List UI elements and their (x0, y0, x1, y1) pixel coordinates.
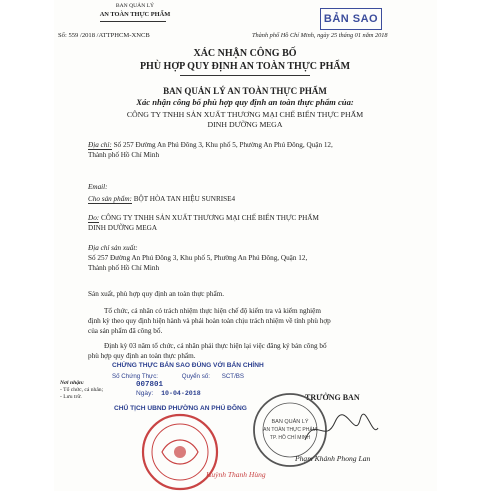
certification-book-label: Quyển số: (181, 373, 210, 380)
company-line2: DINH DƯỠNG MEGA (207, 120, 283, 129)
product-label: Cho sản phẩm: (88, 195, 132, 203)
product-block (88, 195, 235, 204)
recipient-2: - Lưu trữ. (60, 394, 82, 400)
signature-scribble (300, 410, 380, 450)
committee-title: CHỦ TỊCH UBND PHƯỜNG AN PHÚ ĐÔNG (114, 405, 247, 412)
certification-heading: CHỨNG THỰC BẢN SAO ĐÚNG VỚI BẢN CHÍNH (112, 362, 264, 369)
compliance-text: Sản xuất, phù hợp quy định an toàn thực phẩm. (88, 290, 225, 298)
company-line1: CÔNG TY TNHH SẢN XUẤT THƯƠNG MẠI CHẾ BIẾN THỰC PHẨM (126, 110, 364, 119)
certification-date-row (136, 390, 201, 397)
seal-line3: TP. HỒ CHÍ MINH (269, 435, 311, 441)
address-line2: Thành phố Hồ Chí Minh (88, 151, 160, 159)
para1-line1: Tổ chức, cá nhân có trách nhiệm thực hiện chế độ kiểm tra và kiểm nghiệm (104, 307, 321, 315)
agency-header (80, 3, 190, 19)
producer-line2: DINH DƯỠNG MEGA (88, 224, 158, 232)
copy-stamp: BẢN SAO (320, 8, 382, 30)
certification-number: 007801 (136, 381, 164, 389)
certification-book-value: SCT/BS (221, 373, 245, 380)
confirm-text: Xác nhận công bố phù hợp quy định an toàn thực phẩm của: (136, 97, 354, 107)
product-name: BỘT HÒA TAN HIỆU SUNRISE4 (133, 195, 236, 203)
ward-seal (140, 412, 220, 492)
certification-date-label: Ngày: (136, 390, 154, 397)
factory-line2: Thành phố Hồ Chí Minh (88, 264, 160, 272)
para2-line2: phù hợp quy định an toàn thực phẩm. (88, 352, 196, 360)
factory-label: Địa chỉ sản xuất: (88, 244, 138, 252)
certification-number-label: Số Chứng Thực: (112, 373, 159, 380)
certification-date: 10-04-2018 (161, 390, 201, 397)
seal-line1: BAN QUẢN LÝ (271, 419, 309, 425)
producer-block (88, 214, 319, 223)
seal-line2: AN TOÀN THỰC PHẨM (263, 427, 317, 433)
title-line1: XÁC NHẬN CÔNG BỐ (193, 48, 297, 59)
signer-name: Phạm Khánh Phong Lan (295, 454, 371, 463)
certification-number-row (112, 373, 244, 380)
title-line2: PHÙ HỢP QUY ĐỊNH AN TOÀN THỰC PHẨM (139, 61, 351, 72)
recipients (60, 380, 103, 401)
recipient-1: - Tổ chức, cá nhân; (60, 387, 104, 393)
signature-title: TRƯỞNG BAN (305, 393, 360, 402)
para1-line3: của sản phẩm đã công bố. (88, 327, 163, 335)
agency-line1: BAN QUẢN LÝ (115, 3, 155, 9)
para1-line2: định kỳ theo quy định hiện hành và phải hoàn toàn chịu trách nhiệm về tính phù hợp (88, 317, 331, 325)
address-block (88, 141, 333, 150)
agency-line2: AN TOÀN THỰC PHẨM (99, 11, 171, 18)
document-number: Số: 559 /2018 /ATTPHCM-XNCB (58, 32, 150, 39)
producer-label: Do: (88, 214, 100, 222)
address-line1: Số 257 Đường An Phú Đông 3, Khu phố 5, Phường An Phú Đông, Quận 12, (113, 141, 333, 149)
left-signer-name: Huỳnh Thanh Hùng (206, 470, 266, 479)
para2-line1: Định kỳ 03 năm tổ chức, cá nhân phải thực hiện lại việc đăng ký bản công bố (104, 342, 327, 350)
email-label: Email: (88, 183, 108, 191)
place-date: Thành phố Hồ Chí Minh, ngày 25 tháng 01 năm 2018 (252, 32, 388, 39)
recipients-heading: Nơi nhận: (60, 380, 84, 386)
header-rule (100, 21, 166, 22)
factory-line1: Số 257 Đường An Phú Đông 3, Khu phố 5, Phường An Phú Đông, Quận 12, (88, 254, 308, 262)
title-rule (180, 75, 310, 76)
issuer: BAN QUẢN LÝ AN TOÀN THỰC PHẨM (163, 86, 327, 96)
address-label: Địa chỉ: (88, 141, 112, 149)
producer-line1: CÔNG TY TNHH SẢN XUẤT THƯƠNG MẠI CHẾ BIẾN THỰC PHẨM (100, 214, 319, 222)
